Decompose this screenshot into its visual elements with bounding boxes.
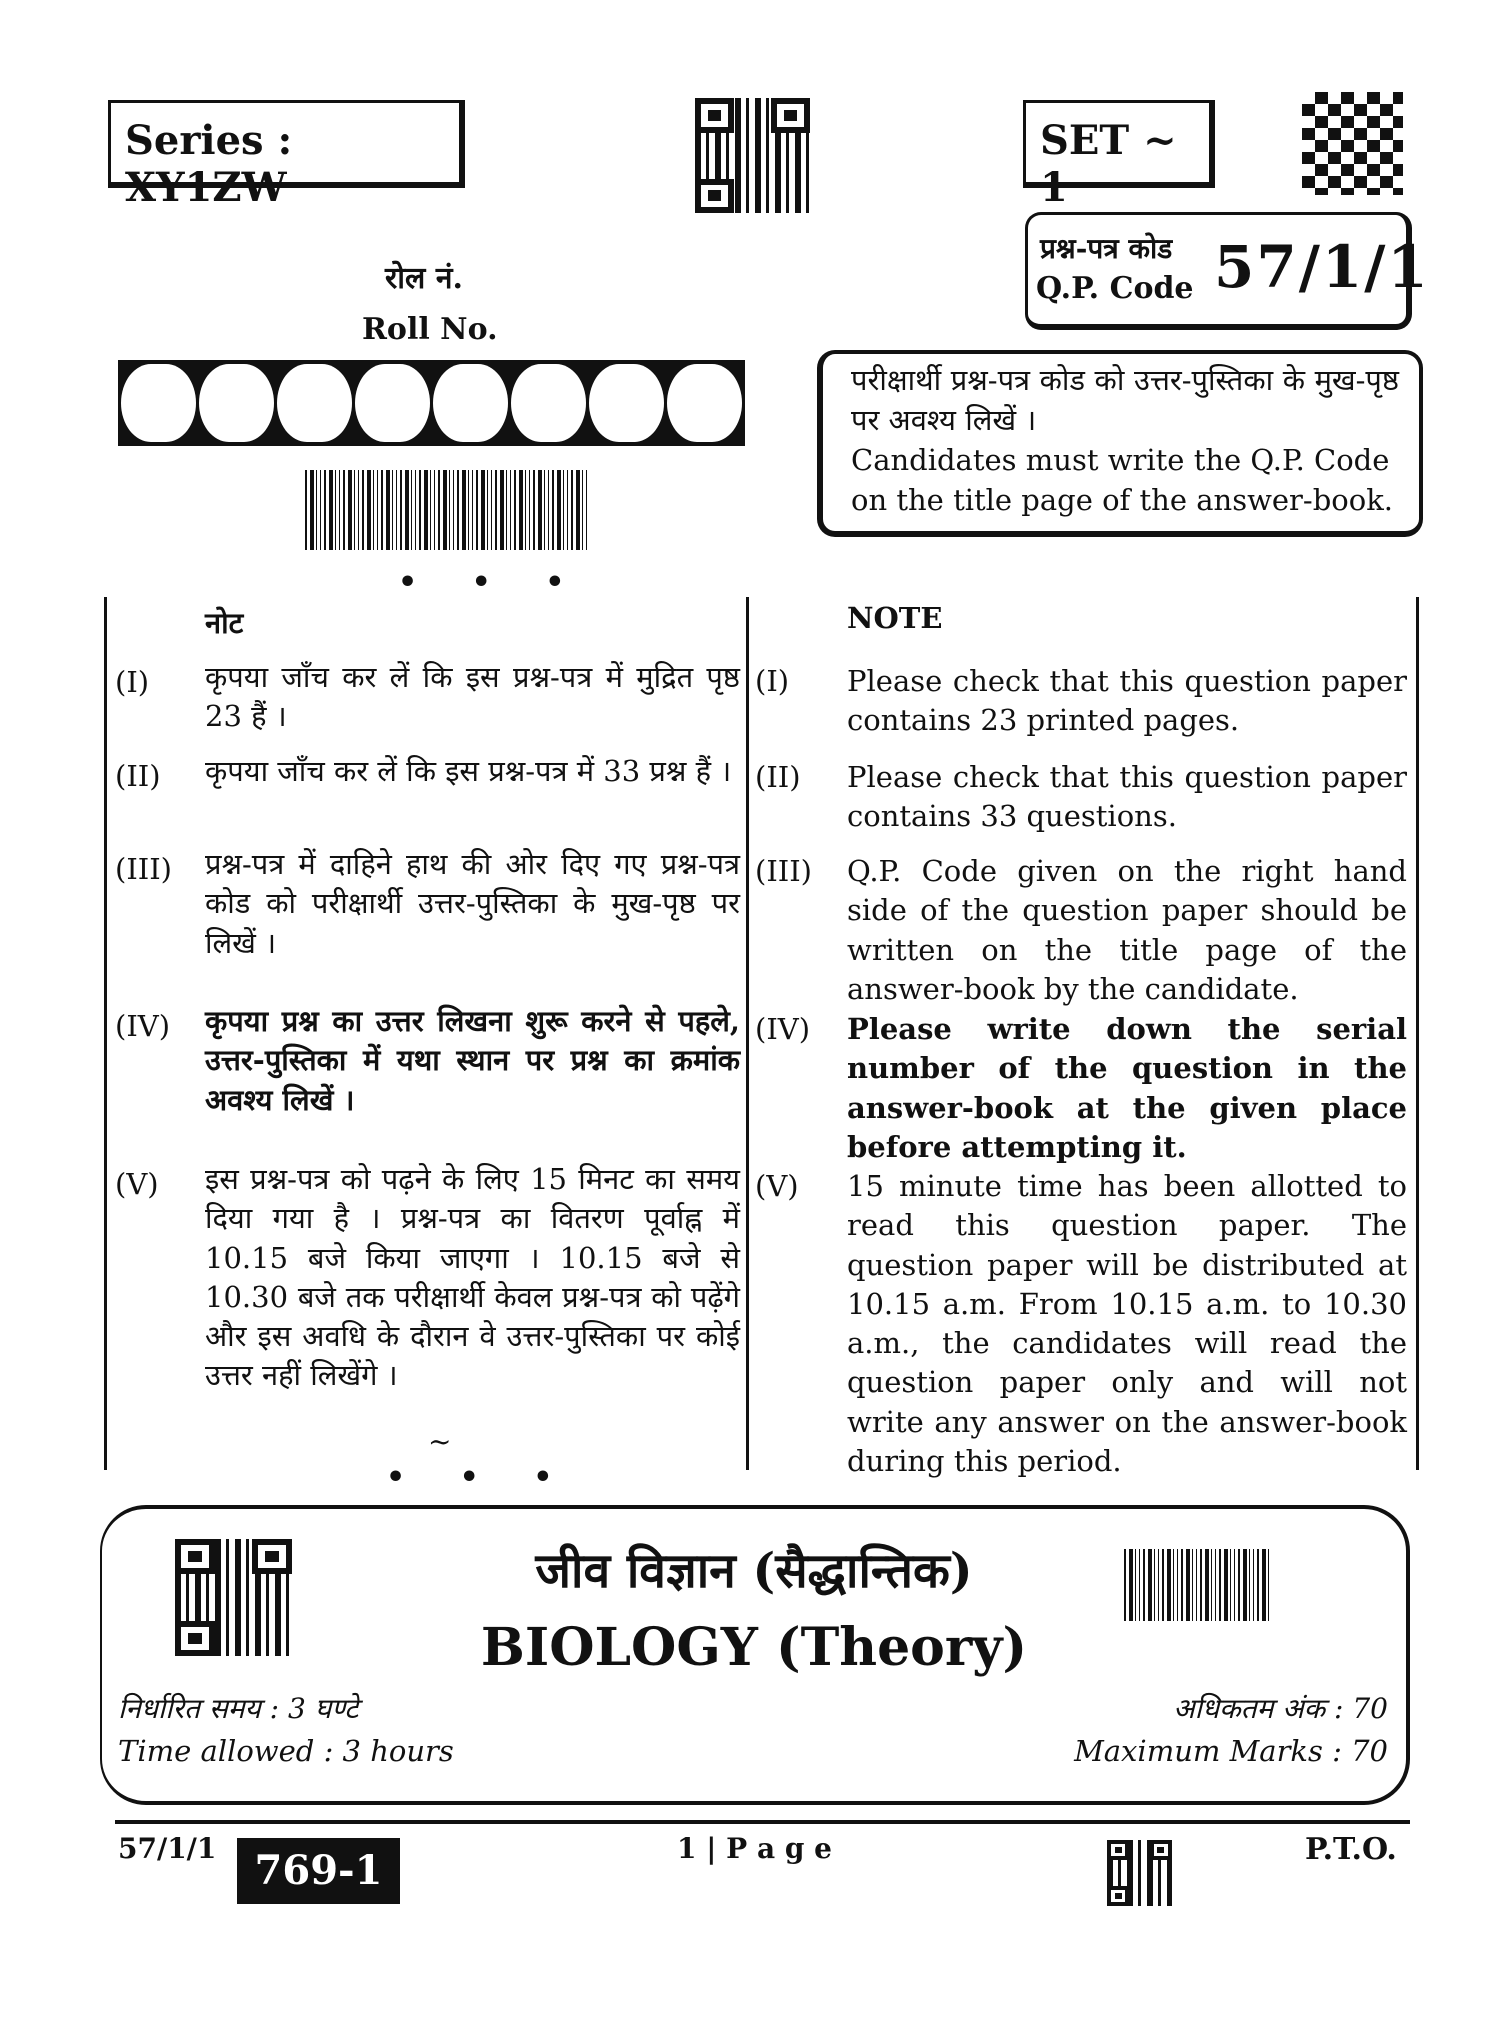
- instruction-en: Candidates must write the Q.P. Code on the title page of the answer-book.: [851, 443, 1393, 517]
- roll-digit-box[interactable]: [589, 364, 664, 442]
- note-item-text-hi: इस प्रश्न-पत्र को पढ़ने के लिए 15 मिनट का समय दिया गया है । प्रश्न-पत्र का वितरण पूर्वाह्न में 10.15 बजे किया जाएगा । 10.15 बजे से 10.30 बजे तक परीक्षार्थी केवल प्रश्न-पत्र को पढ़ेंगे और इस अवधि के दौरान वे उत्तर-पुस्तिका पर कोई उत्तर नहीं लिखेंगे ।: [205, 1162, 740, 1393]
- qp-code-box: [1025, 212, 1430, 330]
- note-item-number-en: (V): [755, 1169, 799, 1203]
- roll-number-boxes: [118, 360, 745, 446]
- set-box: [1023, 100, 1215, 211]
- separator-dots: • • •: [386, 1460, 575, 1495]
- footer-code: 57/1/1: [118, 1832, 217, 1865]
- roll-digit-box[interactable]: [355, 364, 430, 442]
- note-item-text-en: 15 minute time has been allotted to read this question paper. The question paper will be distributed at 10.15 a.m. From 10.15 a.m. to 10.30 a.m., the candidates will read the question paper only and will not write any answer on the answer-book during this period.: [847, 1169, 1407, 1479]
- note-item-text-hi: कृपया प्रश्न का उत्तर लिखना शुरू करने से पहले, उत्तर-पुस्तिका में यथा स्थान पर प्रश्न का क्रमांक अवश्य लिखें ।: [205, 1004, 740, 1117]
- note-item-number-hi: (III): [115, 852, 172, 886]
- note-item-number-hi: (I): [115, 665, 150, 699]
- roll-digit-box[interactable]: [277, 364, 352, 442]
- tilde: ~: [428, 1425, 452, 1458]
- note-item-text-hi: प्रश्न-पत्र में दाहिने हाथ की ओर दिए गए प्रश्न-पत्र कोड को परीक्षार्थी उत्तर-पुस्तिका के मुख-पृष्ठ पर लिखें ।: [205, 847, 740, 960]
- note-item-number-en: (III): [755, 854, 812, 888]
- subject-box: [100, 1505, 1410, 1805]
- subject-title-en: BIOLOGY (Theory): [480, 1617, 1028, 1678]
- instruction-box: [817, 350, 1423, 537]
- pto-label: P.T.O.: [1305, 1832, 1397, 1867]
- subject-title-hi: जीव विज्ञान (सैद्धान्तिक): [535, 1543, 973, 1599]
- divider: [1416, 597, 1419, 1470]
- roll-digit-box[interactable]: [511, 364, 586, 442]
- note-item-number-hi: (IV): [115, 1009, 171, 1043]
- note-item-number-hi: (V): [115, 1167, 159, 1201]
- qr-code-footer: [1107, 1840, 1172, 1906]
- qp-code-value: 57/1/1: [1214, 233, 1430, 301]
- note-item-number-hi: (II): [115, 759, 161, 793]
- barcode-top: [305, 470, 590, 550]
- series-label: Series : XY1ZW: [125, 117, 293, 211]
- divider: [104, 597, 107, 1470]
- time-allowed-hi: निर्धारित समय : 3 घण्टे: [118, 1692, 359, 1725]
- instruction-hi: परीक्षार्थी प्रश्न-पत्र कोड को उत्तर-पुस्तिका के मुख-पृष्ठ पर अवश्य लिखें ।: [851, 363, 1399, 437]
- data-matrix-code: [1302, 92, 1403, 195]
- separator-dots: • • •: [398, 565, 587, 600]
- roll-label-hi: रोल नं.: [385, 261, 463, 296]
- max-marks-hi: अधिकतम अंक : 70: [1173, 1692, 1388, 1725]
- divider: [746, 597, 749, 1470]
- footer-badge: 769-1: [237, 1838, 400, 1904]
- note-item-number-en: (II): [755, 760, 801, 794]
- set-label: SET ~ 1: [1040, 117, 1177, 211]
- roll-digit-box[interactable]: [199, 364, 274, 442]
- note-item-text-hi: कृपया जाँच कर लें कि इस प्रश्न-पत्र में मुद्रित पृष्ठ 23 हैं ।: [205, 660, 740, 734]
- note-item-number-en: (I): [755, 664, 790, 698]
- qp-code-label-en: Q.P. Code: [1036, 271, 1194, 306]
- qr-code-top: [695, 98, 810, 213]
- page-number: 1 | P a g e: [677, 1832, 832, 1865]
- note-title-hi: नोट: [205, 606, 244, 640]
- note-item-text-hi: कृपया जाँच कर लें कि इस प्रश्न-पत्र में 33 प्रश्न हैं ।: [205, 754, 732, 788]
- series-box: [108, 100, 465, 211]
- note-title-en: NOTE: [847, 601, 943, 635]
- barcode-subject: [1124, 1549, 1272, 1621]
- note-item-text-en: Q.P. Code given on the right hand side of the question paper should be written on the title page of the answer-book by the candidate.: [847, 854, 1407, 1006]
- roll-digit-box[interactable]: [121, 364, 196, 442]
- roll-digit-box[interactable]: [667, 364, 742, 442]
- note-item-number-en: (IV): [755, 1012, 811, 1046]
- roll-digit-box[interactable]: [433, 364, 508, 442]
- note-item-text-en: Please check that this question paper contains 33 questions.: [847, 760, 1407, 834]
- note-item-text-en: Please check that this question paper contains 23 printed pages.: [847, 664, 1407, 738]
- qp-code-label-hi: प्रश्न-पत्र कोड: [1040, 232, 1173, 265]
- roll-label-en: Roll No.: [362, 312, 498, 347]
- time-allowed-en: Time allowed : 3 hours: [118, 1734, 454, 1768]
- max-marks-en: Maximum Marks : 70: [1074, 1734, 1388, 1768]
- note-item-text-en: Please write down the serial number of the question in the answer-book at the given place before attempting it.: [847, 1012, 1407, 1164]
- footer-rule: [115, 1820, 1410, 1824]
